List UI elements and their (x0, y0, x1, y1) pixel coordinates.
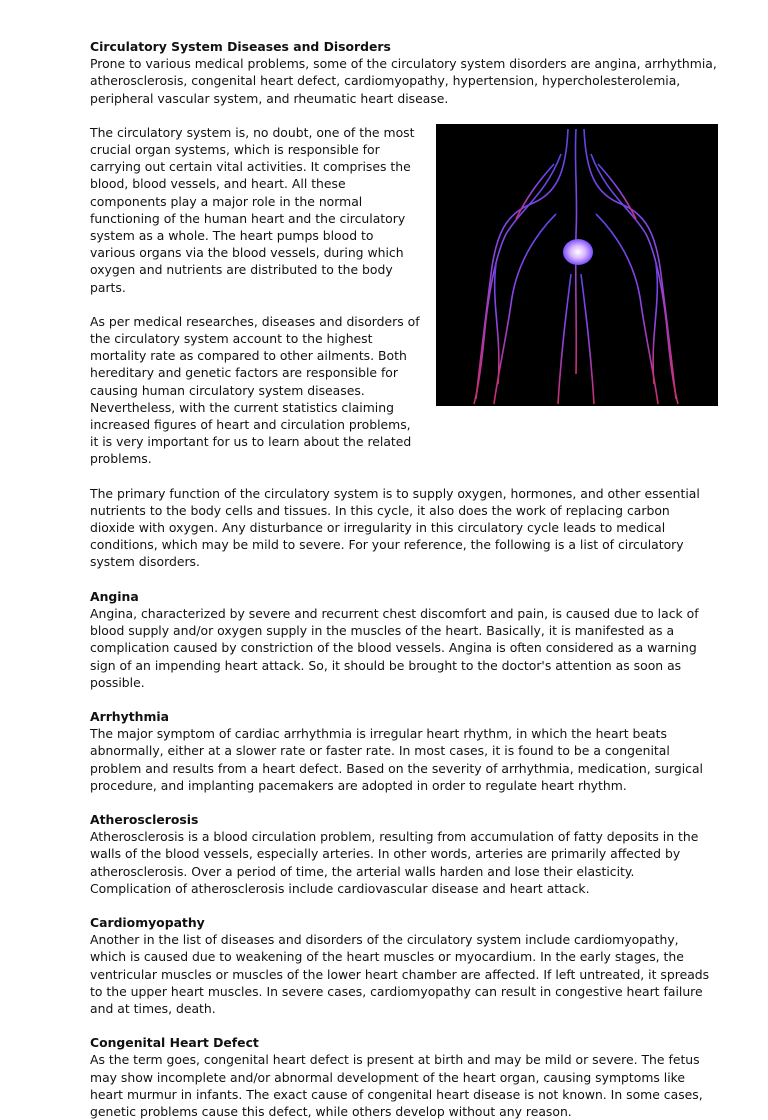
section-body-atherosclerosis: Atherosclerosis is a blood circulation problem, resulting from accumulation of fatty deposits in the walls of the blood vessels, especially arteries. In other words, arteries are primarily affected by atherosclerosis. Over a period of time, the arterial walls harden and lose their elasticity. Complication of atherosclerosis include cardiovascular disease and heart attack. (90, 829, 699, 896)
section-heading-angina: Angina (90, 588, 139, 604)
circulatory-system-illustration (436, 124, 718, 406)
section-heading-arrhythmia: Arrhythmia (90, 708, 169, 724)
document-page (90, 38, 718, 1120)
section-body-congenital-heart-defect: As the term goes, congenital heart defect is present at birth and may be mild or severe. The fetus may show incomplete and/or abnormal development of the heart organ, causing symptoms like heart murmur in infants. The exact cause of congenital heart disease is not known. In some cases, genetic problems cause this defect, while others develop without any reason. (90, 1052, 703, 1119)
intro-with-illustration (90, 124, 718, 468)
document-title: Circulatory System Diseases and Disorders (90, 39, 391, 54)
section-body-cardiomyopathy: Another in the list of diseases and disorders of the circulatory system include cardiomyopathy, which is caused due to weakening of the heart muscles or myocardium. In the early stages, the ventricular muscles or muscles of the lower heart chamber are affected. If left untreated, it spreads to the upper heart muscles. In severe cases, cardiomyopathy can result in congestive heart failure and at times, death. (90, 932, 710, 1016)
intro-paragraph-1: The circulatory system is, no doubt, one of the most crucial organ systems, which is responsible for carrying out certain vital activities. It comprises the blood, blood vessels, and heart. All these components play a major role in the normal functioning of the human heart and the circulatory system as a whole. The heart pumps blood to various organs via the blood vessels, during which oxygen and nutrients are distributed to the body parts. (90, 124, 415, 295)
section-heading-atherosclerosis: Atherosclerosis (90, 811, 199, 827)
section-heading-congenital-heart-defect: Congenital Heart Defect (90, 1035, 259, 1051)
intro-paragraph-3: The primary function of the circulatory system is to supply oxygen, hormones, and other essential nutrients to the body cells and tissues. In this cycle, it also does the work of replacing carbon dioxide with oxygen. Any disturbance or irregularity in this circulatory cycle leads to medical conditions, which may be mild to severe. For your reference, the following is a list of circulatory system disorders. (90, 485, 700, 570)
summary-paragraph: Prone to various medical problems, some of the circulatory system disorders are angina, arrhythmia, atherosclerosis, congenital heart defect, cardiomyopathy, hypertension, hypercholesterolemia, peripheral vascular system, and rheumatic heart disease. (90, 56, 717, 106)
section-body-angina: Angina, characterized by severe and recurrent chest discomfort and pain, is caused due to lack of blood supply and/or oxygen supply in the muscles of the heart. Basically, it is manifested as a complication caused by constriction of the blood vessels. Angina is often considered as a warning sign of an impending heart attack. So, it should be brought to the doctor's attention as soon as possible. (90, 605, 699, 690)
section-body-arrhythmia: The major symptom of cardiac arrhythmia is irregular heart rhythm, in which the heart beats abnormally, either at a slower rate or faster rate. In most cases, it is found to be a congenital problem and results from a heart defect. Based on the severity of arrhythmia, medication, surgical procedure, and implanting pacemakers are adopted in order to regulate heart rhythm. (90, 726, 703, 793)
section-heading-cardiomyopathy: Cardiomyopathy (90, 914, 205, 930)
intro-paragraph-2: As per medical researches, diseases and disorders of the circulatory system account to the highest mortality rate as compared to other ailments. Both hereditary and genetic factors are responsible for causing human circulatory system diseases. Nevertheless, with the current statistics claiming increased figures of heart and circulation problems, it is very important for us to learn about the related problems. (90, 313, 420, 467)
